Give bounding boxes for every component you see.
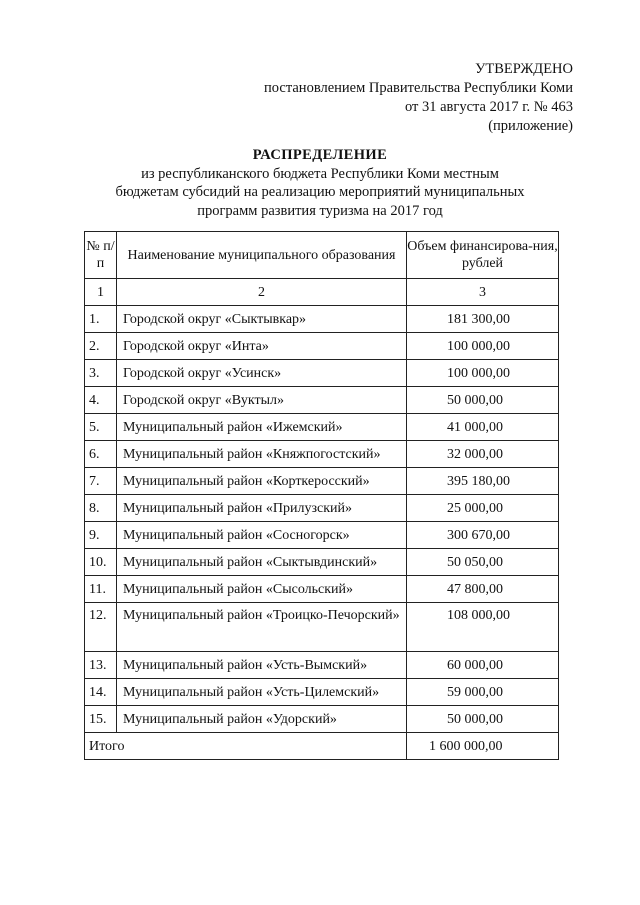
row-amount: 47 800,00 <box>407 576 559 603</box>
row-municipality: Городской округ «Сыктывкар» <box>117 306 407 333</box>
table-row <box>85 495 559 522</box>
table-row <box>85 414 559 441</box>
row-amount: 32 000,00 <box>407 441 559 468</box>
row-amount: 50 000,00 <box>407 387 559 414</box>
total-label: Итого <box>85 733 407 760</box>
column-number-2: 2 <box>117 279 407 306</box>
table-header-row <box>85 232 559 279</box>
row-municipality: Муниципальный район «Усть-Цилемский» <box>117 679 407 706</box>
row-amount: 60 000,00 <box>407 652 559 679</box>
table-row <box>85 522 559 549</box>
row-municipality: Муниципальный район «Усть-Вымский» <box>117 652 407 679</box>
row-number: 11. <box>85 576 117 603</box>
row-number: 2. <box>85 333 117 360</box>
header-amount: Объем финансирова-ния, рублей <box>407 232 559 279</box>
row-number: 15. <box>85 706 117 733</box>
row-amount: 50 050,00 <box>407 549 559 576</box>
row-number: 12. <box>85 603 117 652</box>
row-municipality: Муниципальный район «Княжпогостский» <box>117 441 407 468</box>
row-amount: 108 000,00 <box>407 603 559 652</box>
row-municipality: Городской округ «Усинск» <box>117 360 407 387</box>
column-number-3: 3 <box>407 279 559 306</box>
table-row <box>85 603 559 652</box>
row-amount: 50 000,00 <box>407 706 559 733</box>
document-subtitle-line-3: программ развития туризма на 2017 год <box>197 202 443 219</box>
row-municipality: Муниципальный район «Троицко-Печорский» <box>117 603 407 652</box>
row-amount: 395 180,00 <box>407 468 559 495</box>
table-row <box>85 549 559 576</box>
document-heading <box>0 146 640 220</box>
header-municipality: Наименование муниципального образования <box>117 232 407 279</box>
distribution-table <box>84 231 559 760</box>
column-number-row <box>85 279 559 306</box>
table-row <box>85 576 559 603</box>
approval-note: (приложение) <box>488 118 573 134</box>
column-number-1: 1 <box>85 279 117 306</box>
table-row <box>85 333 559 360</box>
row-number: 4. <box>85 387 117 414</box>
total-amount: 1 600 000,00 <box>407 733 559 760</box>
row-municipality: Муниципальный район «Сосногорск» <box>117 522 407 549</box>
table-row <box>85 652 559 679</box>
row-municipality: Муниципальный район «Сыктывдинский» <box>117 549 407 576</box>
table-row <box>85 468 559 495</box>
table-row <box>85 441 559 468</box>
table-row <box>85 706 559 733</box>
table-row <box>85 387 559 414</box>
document-subtitle-line-2: бюджетам субсидий на реализацию мероприятий муниципальных <box>115 184 525 200</box>
row-number: 14. <box>85 679 117 706</box>
document-subtitle-line-1: из республиканского бюджета Республики Коми местным <box>141 165 499 182</box>
document-title: РАСПРЕДЕЛЕНИЕ <box>252 147 388 163</box>
row-amount: 59 000,00 <box>407 679 559 706</box>
header-number: № п/п <box>85 232 117 279</box>
row-number: 13. <box>85 652 117 679</box>
table-row <box>85 679 559 706</box>
row-amount: 181 300,00 <box>407 306 559 333</box>
row-number: 8. <box>85 495 117 522</box>
row-amount: 25 000,00 <box>407 495 559 522</box>
row-municipality: Муниципальный район «Прилузский» <box>117 495 407 522</box>
row-municipality: Муниципальный район «Сысольский» <box>117 576 407 603</box>
row-amount: 300 670,00 <box>407 522 559 549</box>
table-row <box>85 360 559 387</box>
row-number: 9. <box>85 522 117 549</box>
row-municipality: Муниципальный район «Ижемский» <box>117 414 407 441</box>
row-amount: 41 000,00 <box>407 414 559 441</box>
approval-authority: постановлением Правительства Республики Коми <box>264 80 573 96</box>
row-number: 7. <box>85 468 117 495</box>
approval-date: от 31 августа 2017 г. № 463 <box>404 99 573 115</box>
row-number: 10. <box>85 549 117 576</box>
row-amount: 100 000,00 <box>407 360 559 387</box>
row-municipality: Муниципальный район «Удорский» <box>117 706 407 733</box>
row-amount: 100 000,00 <box>407 333 559 360</box>
total-row <box>85 733 559 760</box>
approval-title: УТВЕРЖДЕНО <box>475 61 573 77</box>
row-municipality: Городской округ «Инта» <box>117 333 407 360</box>
row-number: 5. <box>85 414 117 441</box>
row-municipality: Муниципальный район «Корткеросский» <box>117 468 407 495</box>
table-row <box>85 306 559 333</box>
row-number: 1. <box>85 306 117 333</box>
row-number: 6. <box>85 441 117 468</box>
row-number: 3. <box>85 360 117 387</box>
row-municipality: Городской округ «Вуктыл» <box>117 387 407 414</box>
approval-stamp <box>264 60 573 136</box>
